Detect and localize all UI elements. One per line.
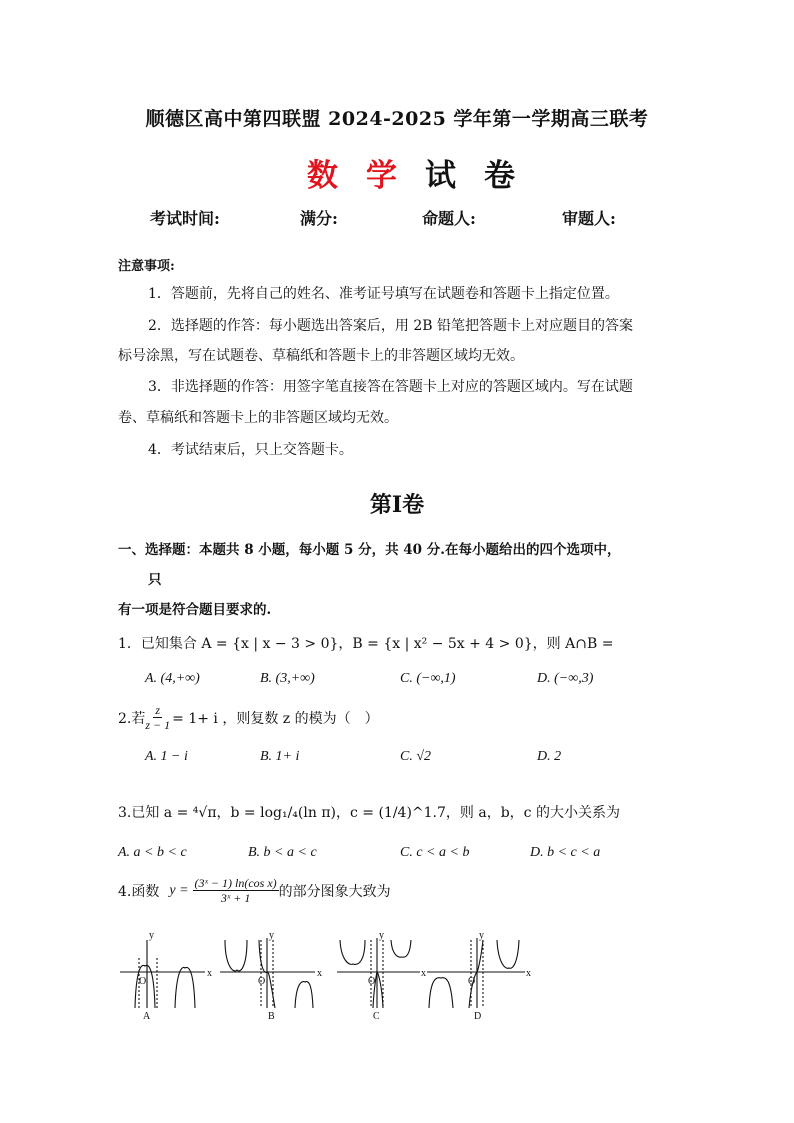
q2-option-b: B. 1+ i [260,749,300,764]
graph-d-origin: O [468,976,476,987]
reviewer-label: 审题人: [562,209,616,228]
note-item: 2．选择题的作答：每小题选出答案后，用 2B 铅笔把答题卡上对应题目的答案 [148,318,634,334]
subject-char-3: 试 [425,158,484,194]
graph-c-curve-right [391,940,411,957]
question-2-stem [118,703,379,732]
q2-option-c: C. √2 [400,749,432,764]
q3-option-c: C. c < a < b [400,845,470,860]
graph-b-curve-left [225,940,247,971]
graph-d-label: D [474,1011,482,1022]
graph-c-curve-left [340,940,365,964]
graph-b-y-label: y [269,930,274,941]
graph-c-label: C [373,1011,380,1022]
notes-title: 注意事项: [118,259,175,274]
q2-option-a: A. 1 − i [145,749,188,764]
graph-a-x-label: x [207,968,212,979]
subject-char-2: 学 [366,158,425,194]
q3-option-d: D. b < c < a [530,845,601,860]
q2-prefix: 2.若 [118,710,146,727]
subject-char-4: 卷 [484,158,543,194]
q1-option-c: C. (−∞,1) [400,671,456,686]
graph-d-y-label: y [479,930,484,941]
section-heading-cont: 有一项是符合题目要求的. [118,602,272,618]
exam-title: 顺德区高中第四联盟 2024-2025 学年第一学期高三联考 [145,108,649,130]
section-title: 第Ⅰ卷 [369,492,425,518]
graph-b-curve-right [295,982,313,1008]
q3-option-b: B. b < a < c [248,845,317,860]
graph-c-x-label: x [421,968,426,979]
q4-numerator: (3ˣ − 1) ln(cos x) [194,876,277,890]
question-4-stem [118,876,391,905]
section-heading: 一、选择题：本题共 8 小题，每小题 5 分，共 40 分.在每小题给出的四个选项中， [118,542,621,558]
graph-a-y-label: y [149,930,154,941]
note-item: 1．答题前，先将自己的姓名、准考证号填写在试题卷和答题卡上指定位置。 [148,286,619,302]
graph-b [220,938,315,1008]
q4-fraction [193,876,279,905]
graph-d-curve-left [429,978,453,1008]
graph-c-y-label: y [379,930,384,941]
graph-a-curve-right [175,967,195,1008]
author-label: 命题人: [422,209,476,228]
note-item: 4．考试结束后，只上交答题卡。 [148,442,353,458]
q4-prefix: 4.函数 [118,883,160,900]
note-item: 标号涂黑，写在试题卷、草稿纸和答题卡上的非答题区域均无效。 [118,348,524,364]
graph-a-label: A [143,1011,151,1022]
graph-c-origin: O [368,976,376,987]
subject-char-1: 数 [307,158,366,194]
graph-b-label: B [268,1011,275,1022]
q2-numerator: z [155,703,161,717]
q3-option-a: A. a < b < c [118,845,187,860]
section-heading-cont: 只 [148,572,162,588]
question-3-stem: 3.已知 a = ⁴√π，b = log₁/₄(ln π)，c = (1/4)^1.7，则 a，b，c 的大小关系为 [118,805,620,821]
graph-b-x-label: x [317,968,322,979]
q2-option-d: D. 2 [537,749,562,764]
graph-d [427,938,525,1008]
q1-option-b: B. (3,+∞) [260,671,315,686]
q2-suffix: = 1+ i ，则复数 z 的模为（ ） [172,710,379,727]
graph-c [337,938,420,1008]
q4-graph-options [115,930,535,1025]
subject-title [0,150,794,195]
question-1-stem: 1．已知集合 A = {x | x − 3 > 0}，B = {x | x² − 5x + 4 > 0}，则 A∩B = [118,636,614,652]
q4-lhs: y = [169,882,189,898]
graph-a [120,940,205,1008]
q2-fraction [145,703,170,732]
q4-denominator: 3ˣ + 1 [220,891,251,905]
q1-option-a: A. (4,+∞) [145,671,200,686]
graph-d-x-label: x [526,968,531,979]
graph-a-origin: O [139,976,147,987]
q4-suffix: 的部分图象大致为 [278,883,391,900]
full-score-label: 满分: [300,209,338,228]
graph-d-curve-right [497,940,519,968]
exam-time-label: 考试时间: [150,209,220,228]
note-item: 3．非选择题的作答：用签字笔直接答在答题卡上对应的答题区域内。写在试题 [148,379,633,395]
note-item: 卷、草稿纸和答题卡上的非答题区域均无效。 [118,410,398,426]
graph-b-origin: O [258,976,266,987]
q2-denominator: z − 1 [145,718,171,732]
q1-option-d: D. (−∞,3) [537,671,594,686]
